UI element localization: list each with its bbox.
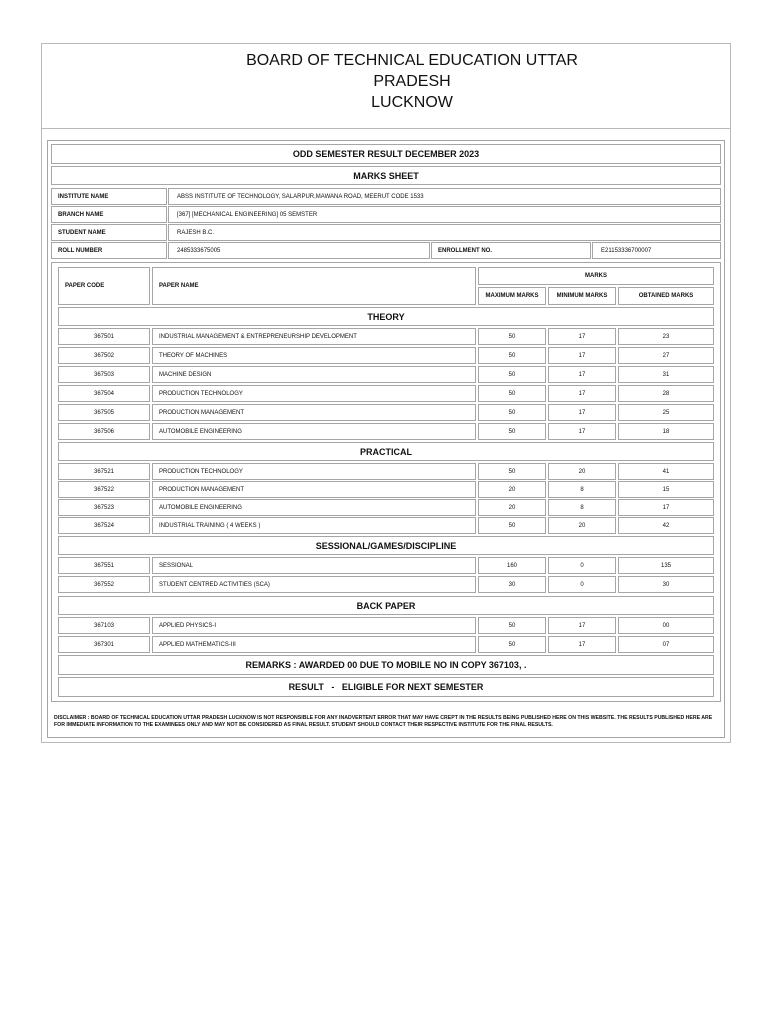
paper-name-cell: PRODUCTION MANAGEMENT (152, 404, 476, 421)
maximum-marks-cell: 50 (478, 423, 546, 440)
board-header (42, 44, 730, 129)
paper-code-cell: 367503 (58, 366, 150, 383)
maximum-marks-cell: 50 (478, 517, 546, 534)
marks-sheet-title: MARKS SHEET (51, 166, 721, 185)
institute-label: INSTITUTE NAME (51, 188, 167, 205)
obtained-marks-cell: 28 (618, 385, 714, 402)
roll-number-label: ROLL NUMBER (51, 242, 167, 259)
paper-code-cell: 367504 (58, 385, 150, 402)
minimum-marks-cell: 0 (548, 557, 616, 574)
obtained-marks-cell: 23 (618, 328, 714, 345)
paper-code-cell: 367301 (58, 636, 150, 653)
obtained-marks-cell: 00 (618, 617, 714, 634)
obtained-marks-cell: 30 (618, 576, 714, 593)
marks-header: MARKS (478, 267, 714, 285)
maximum-marks-cell: 20 (478, 481, 546, 498)
paper-code-cell: 367521 (58, 463, 150, 480)
maximum-marks-cell: 50 (478, 404, 546, 421)
paper-name-header: PAPER NAME (152, 267, 476, 305)
maximum-marks-cell: 20 (478, 499, 546, 516)
paper-code-cell: 367523 (58, 499, 150, 516)
disclaimer-text: DISCLAIMER : BOARD OF TECHNICAL EDUCATION UTTAR PRADESH LUCKNOW IS NOT RESPONSIBLE FOR ANY INADVERTENT ERROR THAT MAY HAVE CREPT IN THE RESULTS BEING PUBLISHED HERE ON THIS WEBSITE. THE RESULTS PUBLISHED HERE ARE FOR IMMEDIATE INFORMATION TO THE EXAMINEES ONLY AND MAY NOT BE CONSIDERED AS FINAL RESULT. STUDENT SHOULD CONTACT THEIR RESPECTIVE INSTITUTE FOR THE FINAL RESULTS. (54, 715, 713, 728)
paper-code-cell: 367506 (58, 423, 150, 440)
institute-value: ABSS INSTITUTE OF TECHNOLOGY, SALARPUR,MAWANA ROAD, MEERUT CODE 1533 (168, 188, 721, 205)
paper-code-cell: 367501 (58, 328, 150, 345)
minimum-marks-cell: 17 (548, 636, 616, 653)
obtained-marks-cell: 31 (618, 366, 714, 383)
minimum-marks-cell: 17 (548, 423, 616, 440)
paper-name-cell: PRODUCTION TECHNOLOGY (152, 463, 476, 480)
theory-section-title: THEORY (58, 307, 714, 326)
maximum-marks-cell: 50 (478, 463, 546, 480)
marks-table (51, 262, 721, 702)
paper-name-cell: APPLIED PHYSICS-I (152, 617, 476, 634)
paper-code-cell: 367551 (58, 557, 150, 574)
obtained-marks-cell: 17 (618, 499, 714, 516)
maximum-marks-cell: 50 (478, 366, 546, 383)
paper-name-cell: STUDENT CENTRED ACTIVITIES (SCA) (152, 576, 476, 593)
board-title-line2: LUCKNOW (371, 94, 453, 111)
sessional-section-title: SESSIONAL/GAMES/DISCIPLINE (58, 536, 714, 555)
minimum-marks-cell: 17 (548, 328, 616, 345)
paper-name-cell: PRODUCTION TECHNOLOGY (152, 385, 476, 402)
obtained-marks-cell: 135 (618, 557, 714, 574)
maximum-marks-cell: 50 (478, 347, 546, 364)
student-name-label: STUDENT NAME (51, 224, 167, 241)
back-paper-section-title: BACK PAPER (58, 596, 714, 615)
marksheet-frame (41, 43, 731, 743)
paper-name-cell: MACHINE DESIGN (152, 366, 476, 383)
obtained-marks-cell: 27 (618, 347, 714, 364)
obtained-marks-cell: 41 (618, 463, 714, 480)
obtained-marks-cell: 25 (618, 404, 714, 421)
minimum-marks-cell: 0 (548, 576, 616, 593)
student-name-value: RAJESH B.C. (168, 224, 721, 241)
branch-value: [367] [MECHANICAL ENGINEERING] 05 SEMSTER (168, 206, 721, 223)
paper-name-cell: THEORY OF MACHINES (152, 347, 476, 364)
paper-name-cell: INDUSTRIAL TRAINING ( 4 WEEKS ) (152, 517, 476, 534)
minimum-marks-cell: 8 (548, 481, 616, 498)
board-title (212, 50, 612, 113)
minimum-marks-cell: 17 (548, 385, 616, 402)
result-title: ODD SEMESTER RESULT DECEMBER 2023 (51, 144, 721, 164)
paper-name-cell: AUTOMOBILE ENGINEERING (152, 499, 476, 516)
obtained-marks-cell: 18 (618, 423, 714, 440)
remarks-text: REMARKS : AWARDED 00 DUE TO MOBILE NO IN COPY 367103, . (58, 655, 714, 675)
maximum-marks-cell: 50 (478, 328, 546, 345)
practical-section-title: PRACTICAL (58, 442, 714, 461)
maximum-marks-cell: 50 (478, 617, 546, 634)
maximum-marks-cell: 50 (478, 385, 546, 402)
maximum-marks-cell: 30 (478, 576, 546, 593)
obtained-marks-cell: 42 (618, 517, 714, 534)
obtained-marks-cell: 15 (618, 481, 714, 498)
branch-label: BRANCH NAME (51, 206, 167, 223)
paper-name-cell: INDUSTRIAL MANAGEMENT & ENTREPRENEURSHIP DEVELOPMENT (152, 328, 476, 345)
minimum-marks-cell: 17 (548, 347, 616, 364)
paper-code-cell: 367502 (58, 347, 150, 364)
paper-name-cell: SESSIONAL (152, 557, 476, 574)
obtained-marks-header: OBTAINED MARKS (618, 287, 714, 305)
maximum-marks-header: MAXIMUM MARKS (478, 287, 546, 305)
minimum-marks-cell: 20 (548, 463, 616, 480)
result-panel (47, 140, 725, 738)
paper-code-cell: 367552 (58, 576, 150, 593)
paper-name-cell: PRODUCTION MANAGEMENT (152, 481, 476, 498)
minimum-marks-cell: 17 (548, 366, 616, 383)
maximum-marks-cell: 160 (478, 557, 546, 574)
enrollment-label: ENROLLMENT NO. (431, 242, 591, 259)
minimum-marks-cell: 17 (548, 404, 616, 421)
minimum-marks-cell: 20 (548, 517, 616, 534)
minimum-marks-header: MINIMUM MARKS (548, 287, 616, 305)
paper-code-cell: 367103 (58, 617, 150, 634)
obtained-marks-cell: 07 (618, 636, 714, 653)
paper-name-cell: AUTOMOBILE ENGINEERING (152, 423, 476, 440)
result-status: RESULT - ELIGIBLE FOR NEXT SEMESTER (58, 677, 714, 697)
minimum-marks-cell: 8 (548, 499, 616, 516)
paper-code-cell: 367505 (58, 404, 150, 421)
minimum-marks-cell: 17 (548, 617, 616, 634)
paper-code-cell: 367522 (58, 481, 150, 498)
board-title-line1: BOARD OF TECHNICAL EDUCATION UTTAR PRADESH (246, 52, 578, 90)
maximum-marks-cell: 50 (478, 636, 546, 653)
roll-number-value: 2485333675005 (168, 242, 430, 259)
paper-code-cell: 367524 (58, 517, 150, 534)
enrollment-value: E21153336700007 (592, 242, 721, 259)
paper-code-header: PAPER CODE (58, 267, 150, 305)
paper-name-cell: APPLIED MATHEMATICS-III (152, 636, 476, 653)
